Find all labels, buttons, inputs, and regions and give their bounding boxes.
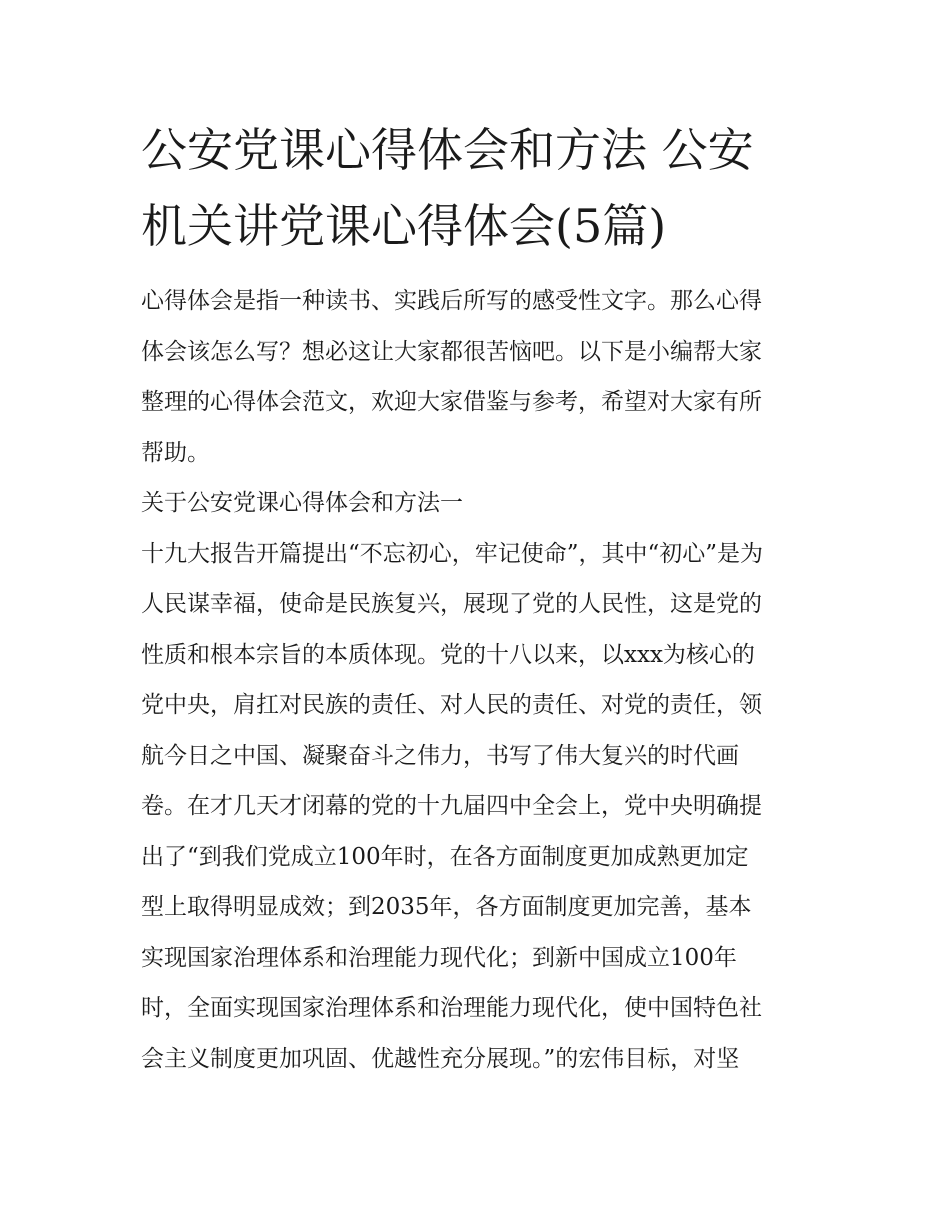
body-line: 性质和根本宗旨的本质体现。党的十八以来，以xxx为核心的 bbox=[141, 641, 755, 668]
body-line: 十九大报告开篇提出“不忘初心，牢记使命”，其中“初心”是为 bbox=[141, 540, 764, 567]
body-line: 时，全面实现国家治理体系和治理能力现代化，使中国特色社 bbox=[141, 995, 762, 1021]
section-heading: 关于公安党课心得体会和方法一 bbox=[141, 490, 463, 516]
body-line: 航今日之中国、凝聚奋斗之伟力，书写了伟大复兴的时代画 bbox=[141, 742, 739, 769]
title-line: 公安党课心得体会和方法 公安 bbox=[141, 123, 754, 177]
title-line: 机关讲党课心得体会(5篇) bbox=[141, 199, 667, 253]
body-line: 整理的心得体会范文，欢迎大家借鉴与参考，希望对大家有所 bbox=[141, 389, 762, 415]
body-line: 体会该怎么写？想必这让大家都很苦恼吧。以下是小编帮大家 bbox=[141, 338, 762, 365]
body-line: 卷。在才几天才闭幕的党的十九届四中全会上，党中央明确提 bbox=[141, 793, 762, 819]
body-line: 型上取得明显成效；到2035年，各方面制度更加完善，基本 bbox=[141, 894, 752, 920]
body-line: 党中央，肩扛对民族的责任、对人民的责任、对党的责任，领 bbox=[141, 692, 762, 718]
body-line: 实现国家治理体系和治理能力现代化；到新中国成立100年 bbox=[141, 944, 737, 971]
document-body bbox=[141, 276, 821, 1084]
body-line: 帮助。 bbox=[141, 439, 210, 466]
body-line: 人民谋幸福，使命是民族复兴，展现了党的人民性，这是党的 bbox=[141, 591, 762, 617]
body-line: 出了“到我们党成立100年时，在各方面制度更加成熟更加定 bbox=[141, 843, 749, 870]
document-title bbox=[141, 112, 821, 264]
body-line: 心得体会是指一种读书、实践后所写的感受性文字。那么心得 bbox=[141, 288, 762, 314]
body-line: 会主义制度更加巩固、优越性充分展现。”的宏伟目标，对坚 bbox=[141, 1045, 740, 1072]
